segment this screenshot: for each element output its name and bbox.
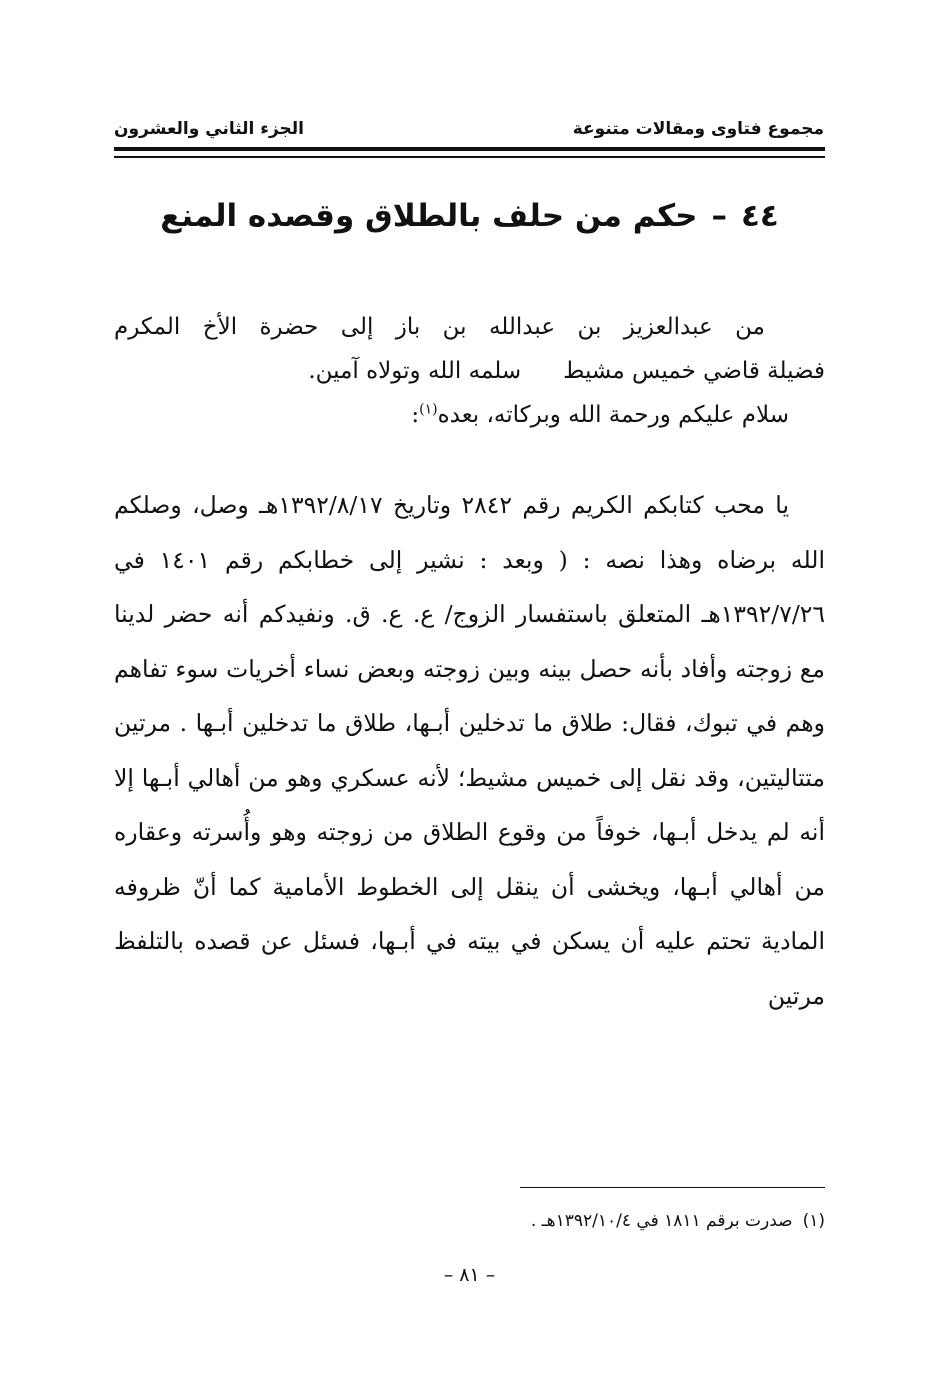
address-line-1: من عبدالعزيز بن عبدالله بن باز إلى حضرة الأخ المكرم xyxy=(114,314,765,340)
chapter-dash: – xyxy=(711,198,727,234)
chapter-heading xyxy=(114,188,825,244)
header-rule-thin xyxy=(114,156,825,158)
running-header xyxy=(114,112,824,146)
address-line-2 xyxy=(114,349,825,393)
book-title: مجموع فتاوى ومقالات متنوعة xyxy=(572,119,824,139)
footnote-separator xyxy=(520,1187,825,1188)
footnote-text: صدرت برقم ١٨١١ في ١٣٩٢/١٠/٤هـ . xyxy=(530,1211,793,1231)
header-rule-thick xyxy=(114,147,825,151)
footnote-number: (١) xyxy=(802,1211,825,1231)
greeting-line xyxy=(114,393,825,437)
footnote xyxy=(114,1206,825,1236)
blessing: سلمه الله وتولاه آمين. xyxy=(308,358,522,384)
chapter-number: ٤٤ xyxy=(740,198,779,234)
volume-label: الجزء الثاني والعشرون xyxy=(114,119,305,139)
greeting-colon: : xyxy=(411,402,420,428)
main-body xyxy=(114,478,825,1023)
letter-address xyxy=(114,305,825,437)
page-number: – ٨١ – xyxy=(443,1264,496,1286)
chapter-title: حكم من حلف بالطلاق وقصده المنع xyxy=(160,198,698,234)
recipient: فضيلة قاضي خميس مشيط xyxy=(563,358,825,384)
body-paragraph: يا محب كتابكم الكريم رقم ٢٨٤٢ وتاريخ ١٣٩٢/٨/١٧هـ وصل، وصلكم الله برضاه وهذا نصه : ( وبعد : نشير إلى خطابكم رقم ١٤٠١ في ١٣٩٢/٧/٢٦هـ المتعلق باستفسار الزوج/ ع. ع. ق. ونفيدكم أنه حضر لدينا مع زوجته وأفاد بأنه حصل بينه وبين زوجته وبعض نساء أخريات سوء تفاهم وهم في تبوك، فقال: طلاق ما تدخلين أبـها، طلاق ما تدخلين أبـها . مرتين متتاليتين، وقد نقل إلى خميس مشيط؛ لأنه عسكري وهو من أهالي أبـها إلا أنه لم يدخل أبـها، خوفاً من وقوع الطلاق من زوجته وهو وأُسرته وعقاره من أهالي أبـها، ويخشى أن ينقل إلى الخطوط الأمامية كما أنّ ظروفه المادية تحتم عليه أن يسكن في بيته في أبـها، فسئل عن قصده بالتلفظ مرتين xyxy=(114,491,825,1010)
footnote-reference: (١) xyxy=(419,401,438,418)
greeting-text: سلام عليكم ورحمة الله وبركاته، بعده xyxy=(437,402,789,428)
